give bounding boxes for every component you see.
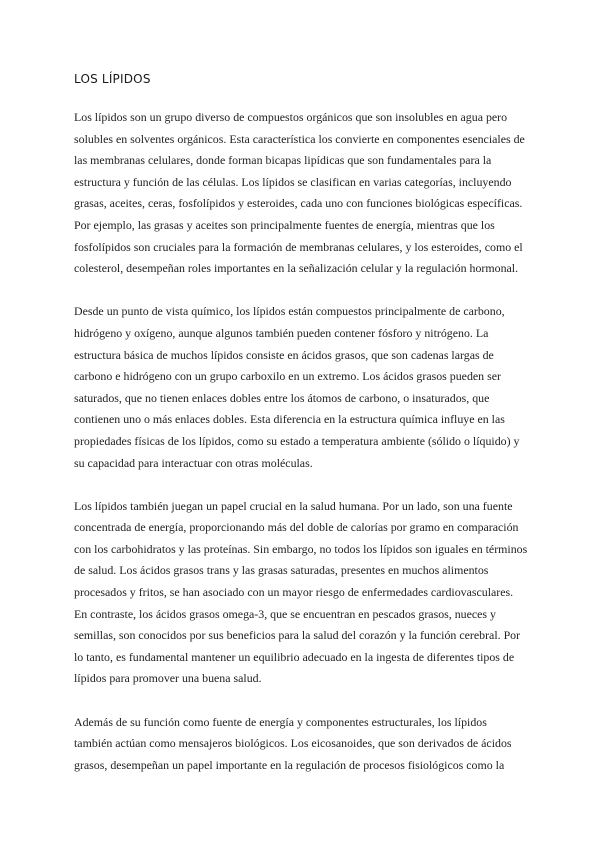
- paragraph: Además de su función como fuente de energía y componentes estructurales, los lípidos también actúan como mensajeros biológicos. Los eicosanoides, que son derivados de ácidos grasos, desempeñan un papel importante en la regulación de procesos fisiológicos como la: [74, 714, 512, 772]
- paragraph: Los lípidos son un grupo diverso de compuestos orgánicos que son insolubles en agua pero solubles en solventes orgánicos. Esta característica los convierte en componentes esenciales de las membranas celulares, donde forman bicapas lipídicas que son fundamentales para la estructura y función de las células. Los lípidos se clasifican en varias categorías, incluyendo grasas, aceites, ceras, fosfolípidos y esteroides, cada uno con funciones biológicas específicas. Por ejemplo, las grasas y aceites son principalmente fuentes de energía, mientras que los fosfolípidos son cruciales para la formación de membranas celulares, y los esteroides, como el colesterol, desempeñan roles importantes en la señalización celular y la regulación hormonal.: [74, 110, 525, 276]
- document-body: [74, 107, 528, 798]
- paragraph: Desde un punto de vista químico, los lípidos están compuestos principalmente de carbono, hidrógeno y oxígeno, aunque algunos también pueden contener fósforo y nitrógeno. La estructura básica de muchos lípidos consiste en ácidos grasos, que son cadenas largas de carbono e hidrógeno con un grupo carboxilo en un extremo. Los ácidos grasos pueden ser saturados, que no tienen enlaces dobles entre los átomos de carbono, o insaturados, que contienen uno o más enlaces dobles. Esta diferencia en la estructura química influye en las propiedades físicas de los lípidos, como su estado a temperatura ambiente (sólido o líquido) y su capacidad para interactuar con otras moléculas.: [74, 304, 520, 470]
- paragraph: Los lípidos también juegan un papel crucial en la salud humana. Por un lado, son una fuente concentrada de energía, proporcionando más del doble de calorías por gramo en comparación con los carbohidratos y las proteínas. Sin embargo, no todos los lípidos son iguales en términos de salud. Los ácidos grasos trans y las grasas saturadas, presentes en muchos alimentos procesados y fritos, se han asociado con un mayor riesgo de enfermedades cardiovasculares. En contraste, los ácidos grasos omega-3, que se encuentran en pescados grasos, nueces y semillas, son conocidos por sus beneficios para la salud del corazón y la función cerebral. Por lo tanto, es fundamental mantener un equilibrio adecuado en la ingesta de diferentes tipos de lípidos para promover una buena salud.: [74, 498, 528, 686]
- document-title: LOS LÍPIDOS: [74, 72, 151, 86]
